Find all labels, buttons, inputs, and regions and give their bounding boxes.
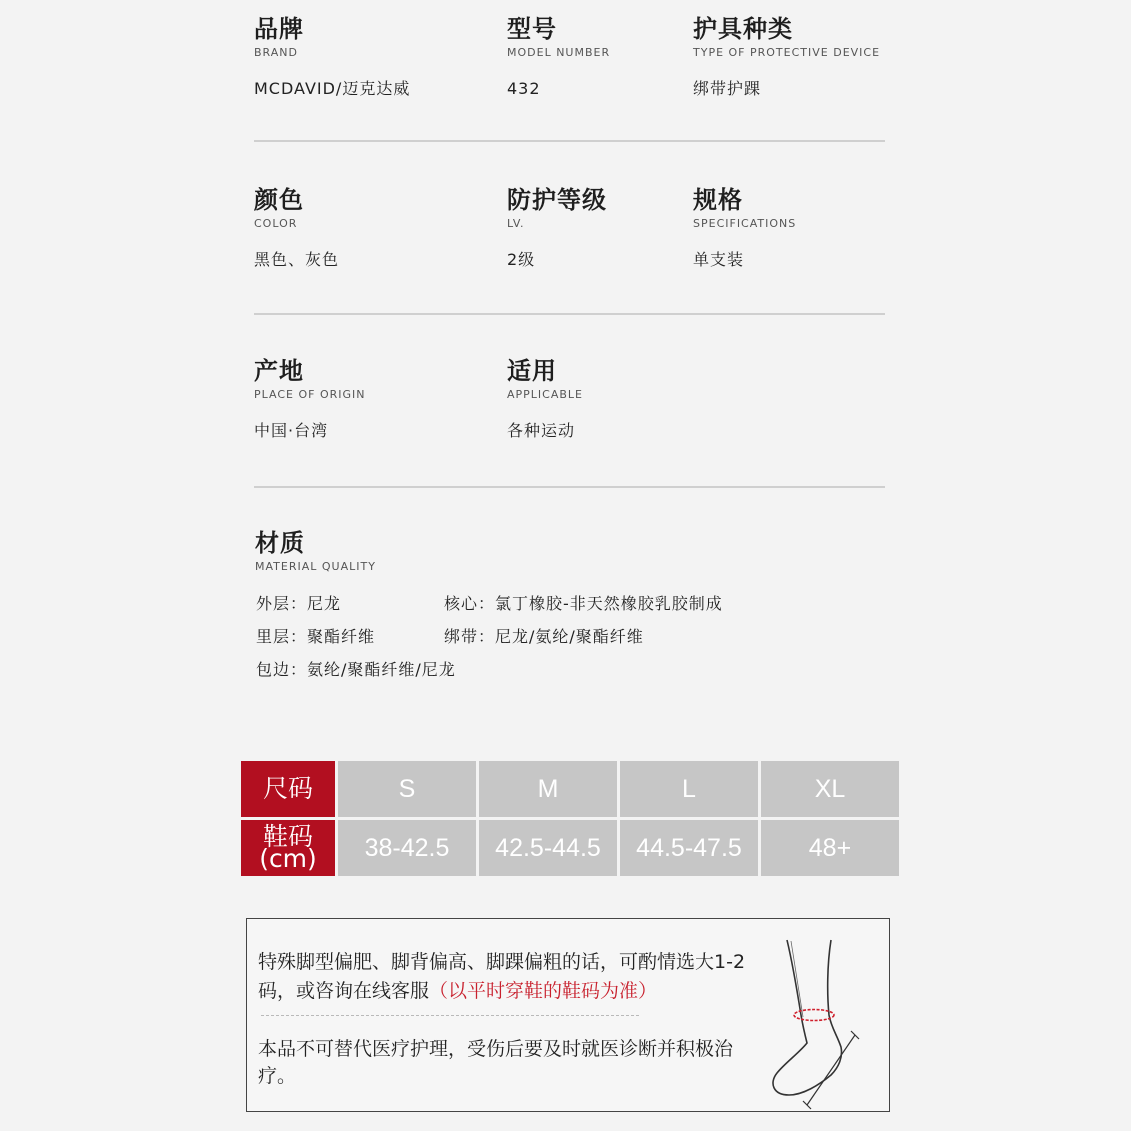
spec-value: 各种运动	[507, 421, 576, 440]
spec-applicable	[507, 356, 583, 441]
size-chart	[238, 758, 902, 879]
medical-note: 本品不可替代医疗护理，受伤后要及时就医诊断并积极治疗。	[258, 1038, 734, 1087]
spec-brand	[254, 14, 410, 99]
spec-title: 规格	[693, 186, 743, 214]
spec-title: 适用	[507, 357, 557, 385]
shoe-size-cell: 48+	[761, 820, 899, 876]
spec-value: 黑色、灰色	[254, 250, 340, 269]
spec-title: 护具种类	[693, 15, 793, 43]
shoe-size-cell: 42.5-44.5	[479, 820, 617, 876]
material-edging: 包边：氨纶/聚酯纤维/尼龙	[256, 660, 456, 679]
shoe-size-row-label	[241, 820, 335, 876]
spec-color	[254, 185, 339, 270]
size-cell: L	[620, 761, 758, 817]
spec-subtitle: SPECIFICATIONS	[693, 217, 797, 230]
spec-value: MCDAVID/迈克达威	[254, 79, 411, 98]
material-strap: 绑带：尼龙/氨纶/聚酯纤维	[444, 627, 644, 646]
spec-origin	[254, 356, 366, 441]
spec-title: 产地	[254, 357, 304, 385]
spec-specification	[693, 185, 796, 270]
spec-subtitle: LV.	[507, 217, 525, 230]
spec-title: 品牌	[254, 15, 304, 43]
spec-title: 防护等级	[507, 186, 607, 214]
size-cell: XL	[761, 761, 899, 817]
fit-note-highlight: （以平时穿鞋的鞋码为准）	[429, 980, 658, 1002]
spec-title: 颜色	[254, 186, 304, 214]
notes-box	[246, 918, 890, 1112]
material-core: 核心：氯丁橡胶-非天然橡胶乳胶制成	[444, 594, 723, 613]
dashed-divider	[261, 1015, 639, 1016]
size-cell: S	[338, 761, 476, 817]
shoe-size-cell: 38-42.5	[338, 820, 476, 876]
foot-measure-icon	[759, 935, 869, 1110]
fit-note	[258, 948, 748, 1006]
spec-subtitle: APPLICABLE	[507, 388, 583, 401]
spec-value: 中国·台湾	[254, 421, 329, 440]
spec-value: 单支装	[693, 250, 745, 269]
spec-subtitle: MODEL NUMBER	[507, 46, 611, 59]
fit-note-text: 特殊脚型偏肥、脚背偏高、脚踝偏粗的话，可酌情选大1-2码，或咨询在线客服	[258, 951, 746, 1002]
divider	[254, 486, 885, 488]
divider	[254, 140, 885, 142]
shoe-size-label-line1: 鞋码	[262, 822, 313, 851]
divider	[254, 313, 885, 315]
shoe-size-cell: 44.5-47.5	[620, 820, 758, 876]
spec-value: 2级	[507, 250, 536, 269]
size-row-label: 尺码	[241, 761, 335, 817]
material-outer: 外层：尼龙	[256, 594, 342, 613]
spec-title: 型号	[507, 15, 557, 43]
spec-subtitle: TYPE OF PROTECTIVE DEVICE	[693, 46, 881, 59]
size-cell: M	[479, 761, 617, 817]
spec-subtitle: BRAND	[254, 46, 298, 59]
material-subtitle: MATERIAL QUALITY	[255, 560, 376, 573]
shoe-size-row	[241, 820, 899, 876]
spec-level	[507, 185, 607, 270]
material-section	[255, 528, 376, 574]
material-title: 材质	[255, 529, 305, 557]
spec-subtitle: PLACE OF ORIGIN	[254, 388, 366, 401]
spec-value: 432	[507, 79, 541, 98]
size-row	[241, 761, 899, 817]
spec-model	[507, 14, 610, 99]
material-inner: 里层：聚酯纤维	[256, 627, 376, 646]
shoe-size-label-line2: (cm)	[259, 844, 317, 873]
spec-value: 绑带护踝	[693, 79, 762, 98]
spec-type	[693, 14, 880, 99]
spec-subtitle: COLOR	[254, 217, 298, 230]
